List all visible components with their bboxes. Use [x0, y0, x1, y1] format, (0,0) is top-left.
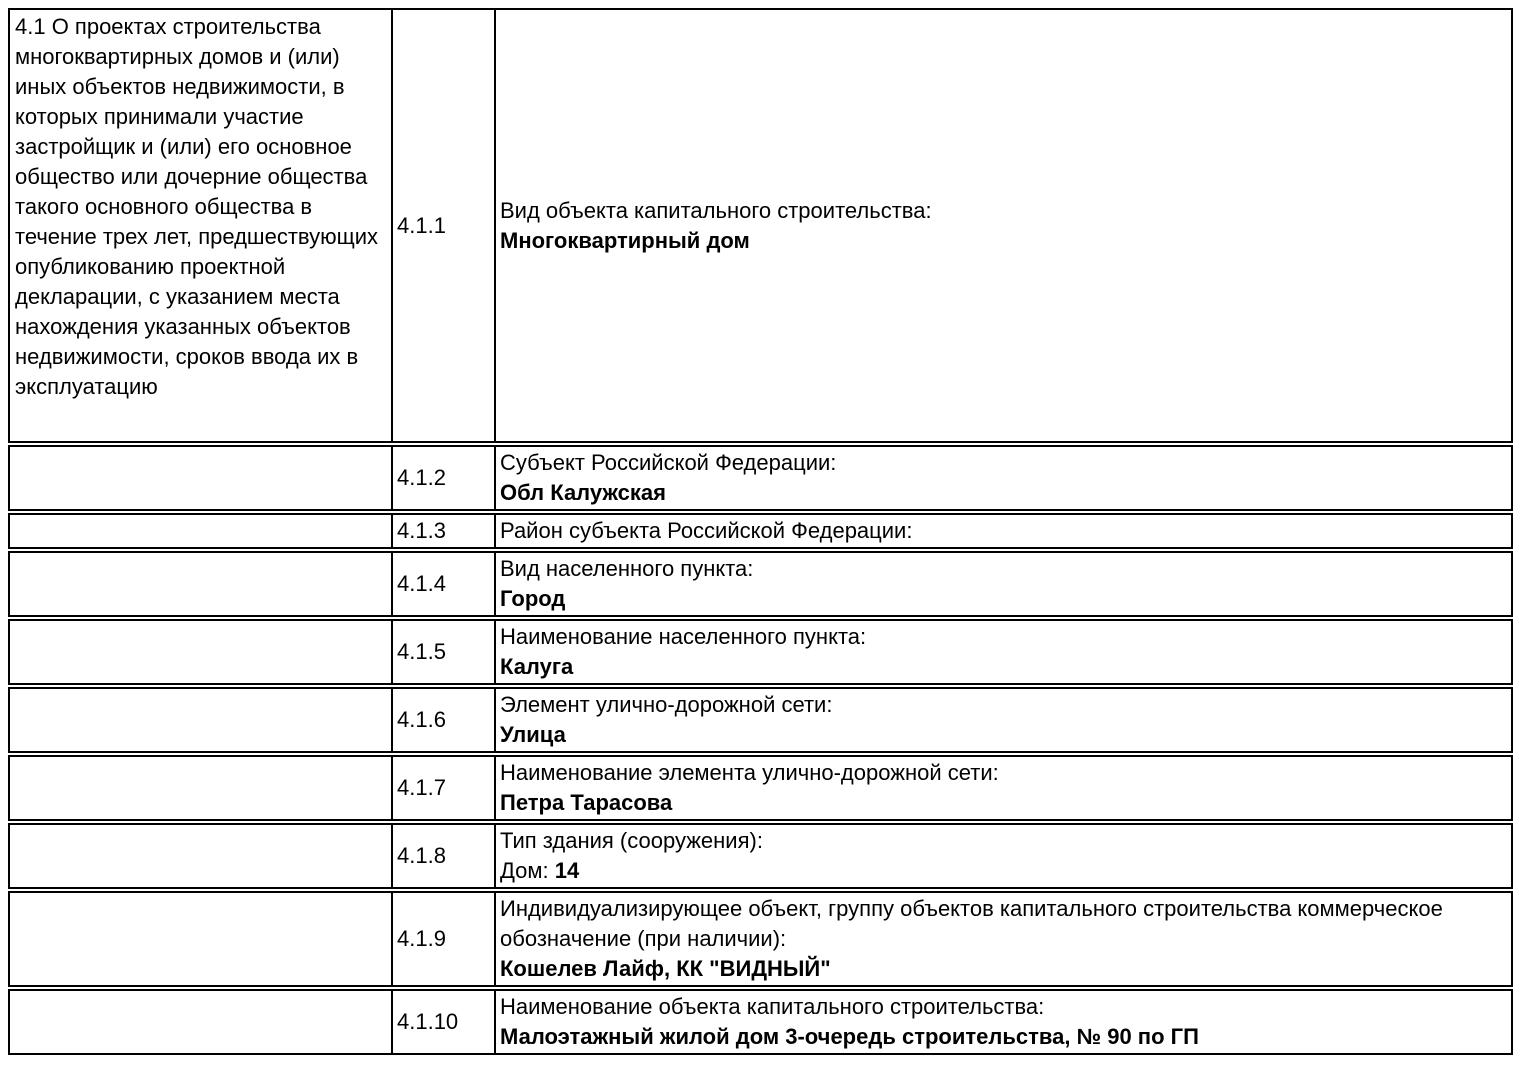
- declaration-table: [8, 8, 1513, 1055]
- row-number-cell: [391, 689, 496, 751]
- section-cell-empty: [10, 621, 391, 683]
- row-number-cell: [391, 515, 496, 547]
- field-label: Вид объекта капитального строительства:: [500, 197, 932, 223]
- field-label: Вид населенного пункта:: [500, 556, 754, 581]
- field-value-text: Улица: [500, 722, 566, 747]
- row-number: 4.1.3: [397, 518, 446, 543]
- field-value-text: Обл Калужская: [500, 480, 666, 505]
- field-value-text: Петра Тарасова: [500, 790, 673, 815]
- field-label: Наименование объекта капитального строительства:: [500, 994, 1045, 1019]
- table-row: [8, 551, 1513, 617]
- content-cell: [496, 447, 1511, 509]
- table-row: [8, 8, 1513, 443]
- field-value: [500, 478, 1505, 508]
- table-row: [8, 619, 1513, 685]
- field-value-prefix: Дом:: [500, 858, 555, 883]
- field-label: Наименование элемента улично-дорожной сети:: [500, 760, 999, 785]
- row-number: 4.1.10: [397, 1009, 459, 1034]
- content-cell: [496, 825, 1511, 887]
- section-cell-empty: [10, 825, 391, 887]
- section-cell-empty: [10, 893, 391, 985]
- field-value: [500, 652, 1505, 682]
- row-number-cell: [391, 621, 496, 683]
- field-label: Элемент улично-дорожной сети:: [500, 692, 833, 717]
- row-number-cell: [391, 825, 496, 887]
- section-cell-empty: [10, 447, 391, 509]
- content-cell: [496, 689, 1511, 751]
- field-label: Наименование населенного пункта:: [500, 624, 867, 649]
- row-number: 4.1.5: [397, 639, 446, 664]
- field-value-text: Многоквартирный дом: [500, 227, 750, 253]
- content-cell: [496, 10, 1511, 441]
- field-label: Субъект Российской Федерации:: [500, 450, 837, 475]
- field-value-text: Малоэтажный жилой дом 3-очередь строительства, № 90 по ГП: [500, 1024, 1199, 1049]
- section-cell-empty: [10, 689, 391, 751]
- section-cell-empty: [10, 515, 391, 547]
- row-number: 4.1.4: [397, 571, 446, 596]
- field-label: Тип здания (сооружения):: [500, 828, 763, 853]
- row-number-cell: [391, 10, 496, 441]
- table-row: [8, 891, 1513, 987]
- row-number-cell: [391, 991, 496, 1053]
- field-value: [500, 720, 1505, 750]
- field-value-text: Город: [500, 586, 566, 611]
- table-row: [8, 687, 1513, 753]
- field-value: [500, 584, 1505, 614]
- content-cell: [496, 757, 1511, 819]
- field-value: [500, 226, 1505, 256]
- section-cell-empty: [10, 553, 391, 615]
- table-row: [8, 823, 1513, 889]
- table-row: [8, 989, 1513, 1055]
- table-row: [8, 755, 1513, 821]
- field-value: [500, 856, 1505, 886]
- row-number-cell: [391, 757, 496, 819]
- section-cell-empty: [10, 757, 391, 819]
- field-value-text: Кошелев Лайф, КК "ВИДНЫЙ": [500, 956, 831, 981]
- field-value: [500, 954, 1505, 984]
- content-cell: [496, 621, 1511, 683]
- field-value-text: Калуга: [500, 654, 574, 679]
- table-row: [8, 445, 1513, 511]
- row-number: 4.1.8: [397, 843, 446, 868]
- field-value-text: 14: [554, 858, 580, 883]
- field-value: [500, 1022, 1505, 1052]
- row-number-cell: [391, 553, 496, 615]
- row-number-cell: [391, 893, 496, 985]
- content-cell: [496, 553, 1511, 615]
- section-description: 4.1 О проектах строительства многоквартирных домов и (или) иных объектов недвижимости, в которых принимали участие застройщик и (или) его основное общество или дочерние общества такого основного общества в течение трех лет, предшествующих опубликованию проектной декларации, с указанием места нахождения указанных объектов недвижимости, сроков ввода их в эксплуатацию: [15, 14, 378, 399]
- content-cell: [496, 515, 1511, 547]
- row-number: 4.1.6: [397, 707, 446, 732]
- table-row: [8, 513, 1513, 549]
- row-number: 4.1.7: [397, 775, 446, 800]
- field-value: [500, 788, 1505, 818]
- row-number: 4.1.2: [397, 465, 446, 490]
- field-label: Индивидуализирующее объект, группу объектов капитального строительства коммерческое обозначение (при наличии):: [500, 896, 1443, 951]
- row-number: 4.1.1: [397, 212, 446, 238]
- section-cell-empty: [10, 991, 391, 1053]
- row-number-cell: [391, 447, 496, 509]
- field-label: Район субъекта Российской Федерации:: [500, 518, 913, 543]
- content-cell: [496, 893, 1511, 985]
- content-cell: [496, 991, 1511, 1053]
- row-number: 4.1.9: [397, 926, 446, 951]
